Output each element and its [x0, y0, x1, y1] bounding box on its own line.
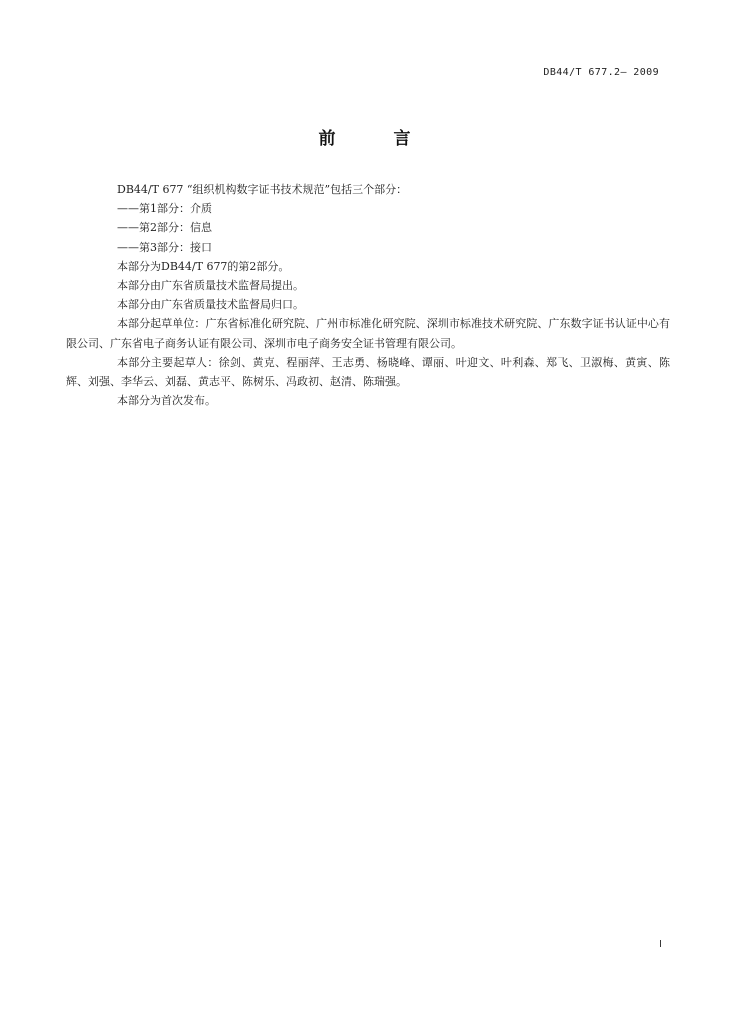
- document-code: DB44/T 677.2— 2009: [543, 67, 659, 78]
- part-3-item: ——第3部分：接口: [117, 240, 212, 254]
- drafters-paragraph: 本部分主要起草人：徐剑、黄克、程丽萍、王志勇、杨晓峰、谭丽、叶迎文、叶利森、郑飞、卫淑梅、黄寅、陈辉、刘强、李华云、刘磊、黄志平、陈树乐、冯政初、赵清、陈瑞强。: [66, 355, 670, 389]
- page-title: 前 言: [318, 129, 437, 149]
- first-release-paragraph: 本部分为首次发布。: [117, 394, 216, 408]
- part-2-item: ——第2部分：信息: [117, 221, 212, 235]
- centralized-paragraph: 本部分由广东省质量技术监督局归口。: [117, 298, 304, 312]
- scope-paragraph: 本部分为DB44/T 677的第2部分。: [117, 259, 290, 273]
- proposer-paragraph: 本部分由广东省质量技术监督局提出。: [117, 279, 304, 293]
- intro-paragraph: DB44/T 677 “组织机构数字证书技术规范”包括三个部分：: [117, 183, 408, 196]
- page-number: I: [659, 939, 662, 950]
- foreword-body: [66, 180, 670, 410]
- drafting-units-paragraph: 本部分起草单位：广东省标准化研究院、广州市标准化研究院、深圳市标准技术研究院、广东数字证书认证中心有限公司、广东省电子商务认证有限公司、深圳市电子商务安全证书管理有限公司。: [66, 317, 670, 350]
- part-1-item: ——第1部分：介质: [117, 202, 212, 216]
